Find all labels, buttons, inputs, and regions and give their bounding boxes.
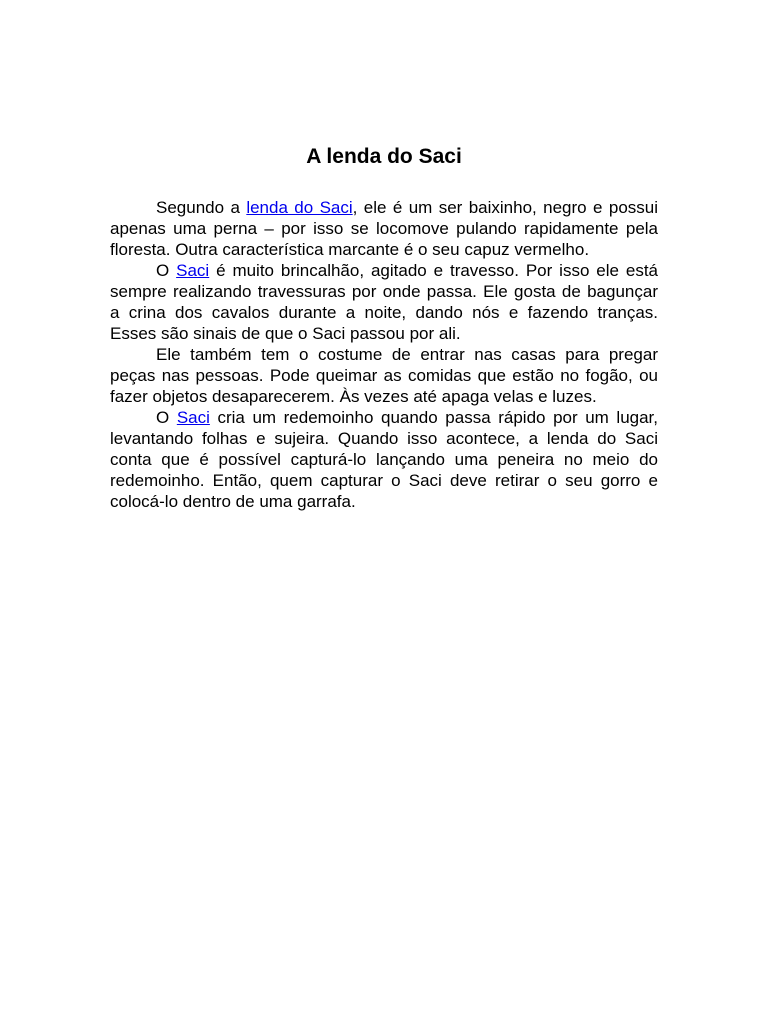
paragraph-4 (110, 407, 658, 512)
link-lenda-do-saci[interactable]: lenda do Saci (246, 198, 353, 217)
paragraph-1-text-before: Segundo a (156, 198, 247, 217)
paragraph-2-text-after: é muito brincalhão, agitado e travesso. Por isso ele está sempre realizando travessuras por onde passa. Ele gosta de bagunçar a crina dos cavalos durante a noite, dando nós e fazendo tranças. Esses são sinais de que o Saci passou por ali. (110, 261, 659, 343)
document-title: A lenda do Saci (306, 145, 462, 168)
paragraph-3: Ele também tem o costume de entrar nas casas para pregar peças nas pessoas. Pode queimar as comidas que estão no fogão, ou fazer objetos desaparecerem. Às vezes até apaga velas e luzes. (110, 345, 658, 406)
paragraph-2 (110, 260, 658, 344)
paragraph-1-text-after: , ele é um ser baixinho, negro e possui apenas uma perna – por isso se locomove pulando rapidamente pela floresta. Outra característica marcante é o seu capuz vermelho. (110, 198, 658, 259)
paragraph-4-text-after: cria um redemoinho quando passa rápido por um lugar, levantando folhas e sujeira. Quando isso acontece, a lenda do Saci conta que é possível capturá-lo lançando uma peneira no meio do redemoinho. Então, quem capturar o Saci deve retirar o seu gorro e colocá-lo dentro de uma garrafa. (110, 408, 659, 511)
link-saci-2[interactable]: Saci (176, 408, 210, 427)
paragraph-4-text-before: O (156, 408, 177, 427)
paragraph-2-text-before: O (156, 261, 177, 280)
document-body (110, 197, 658, 512)
paragraph-1 (110, 197, 658, 260)
link-saci[interactable]: Saci (176, 261, 210, 280)
